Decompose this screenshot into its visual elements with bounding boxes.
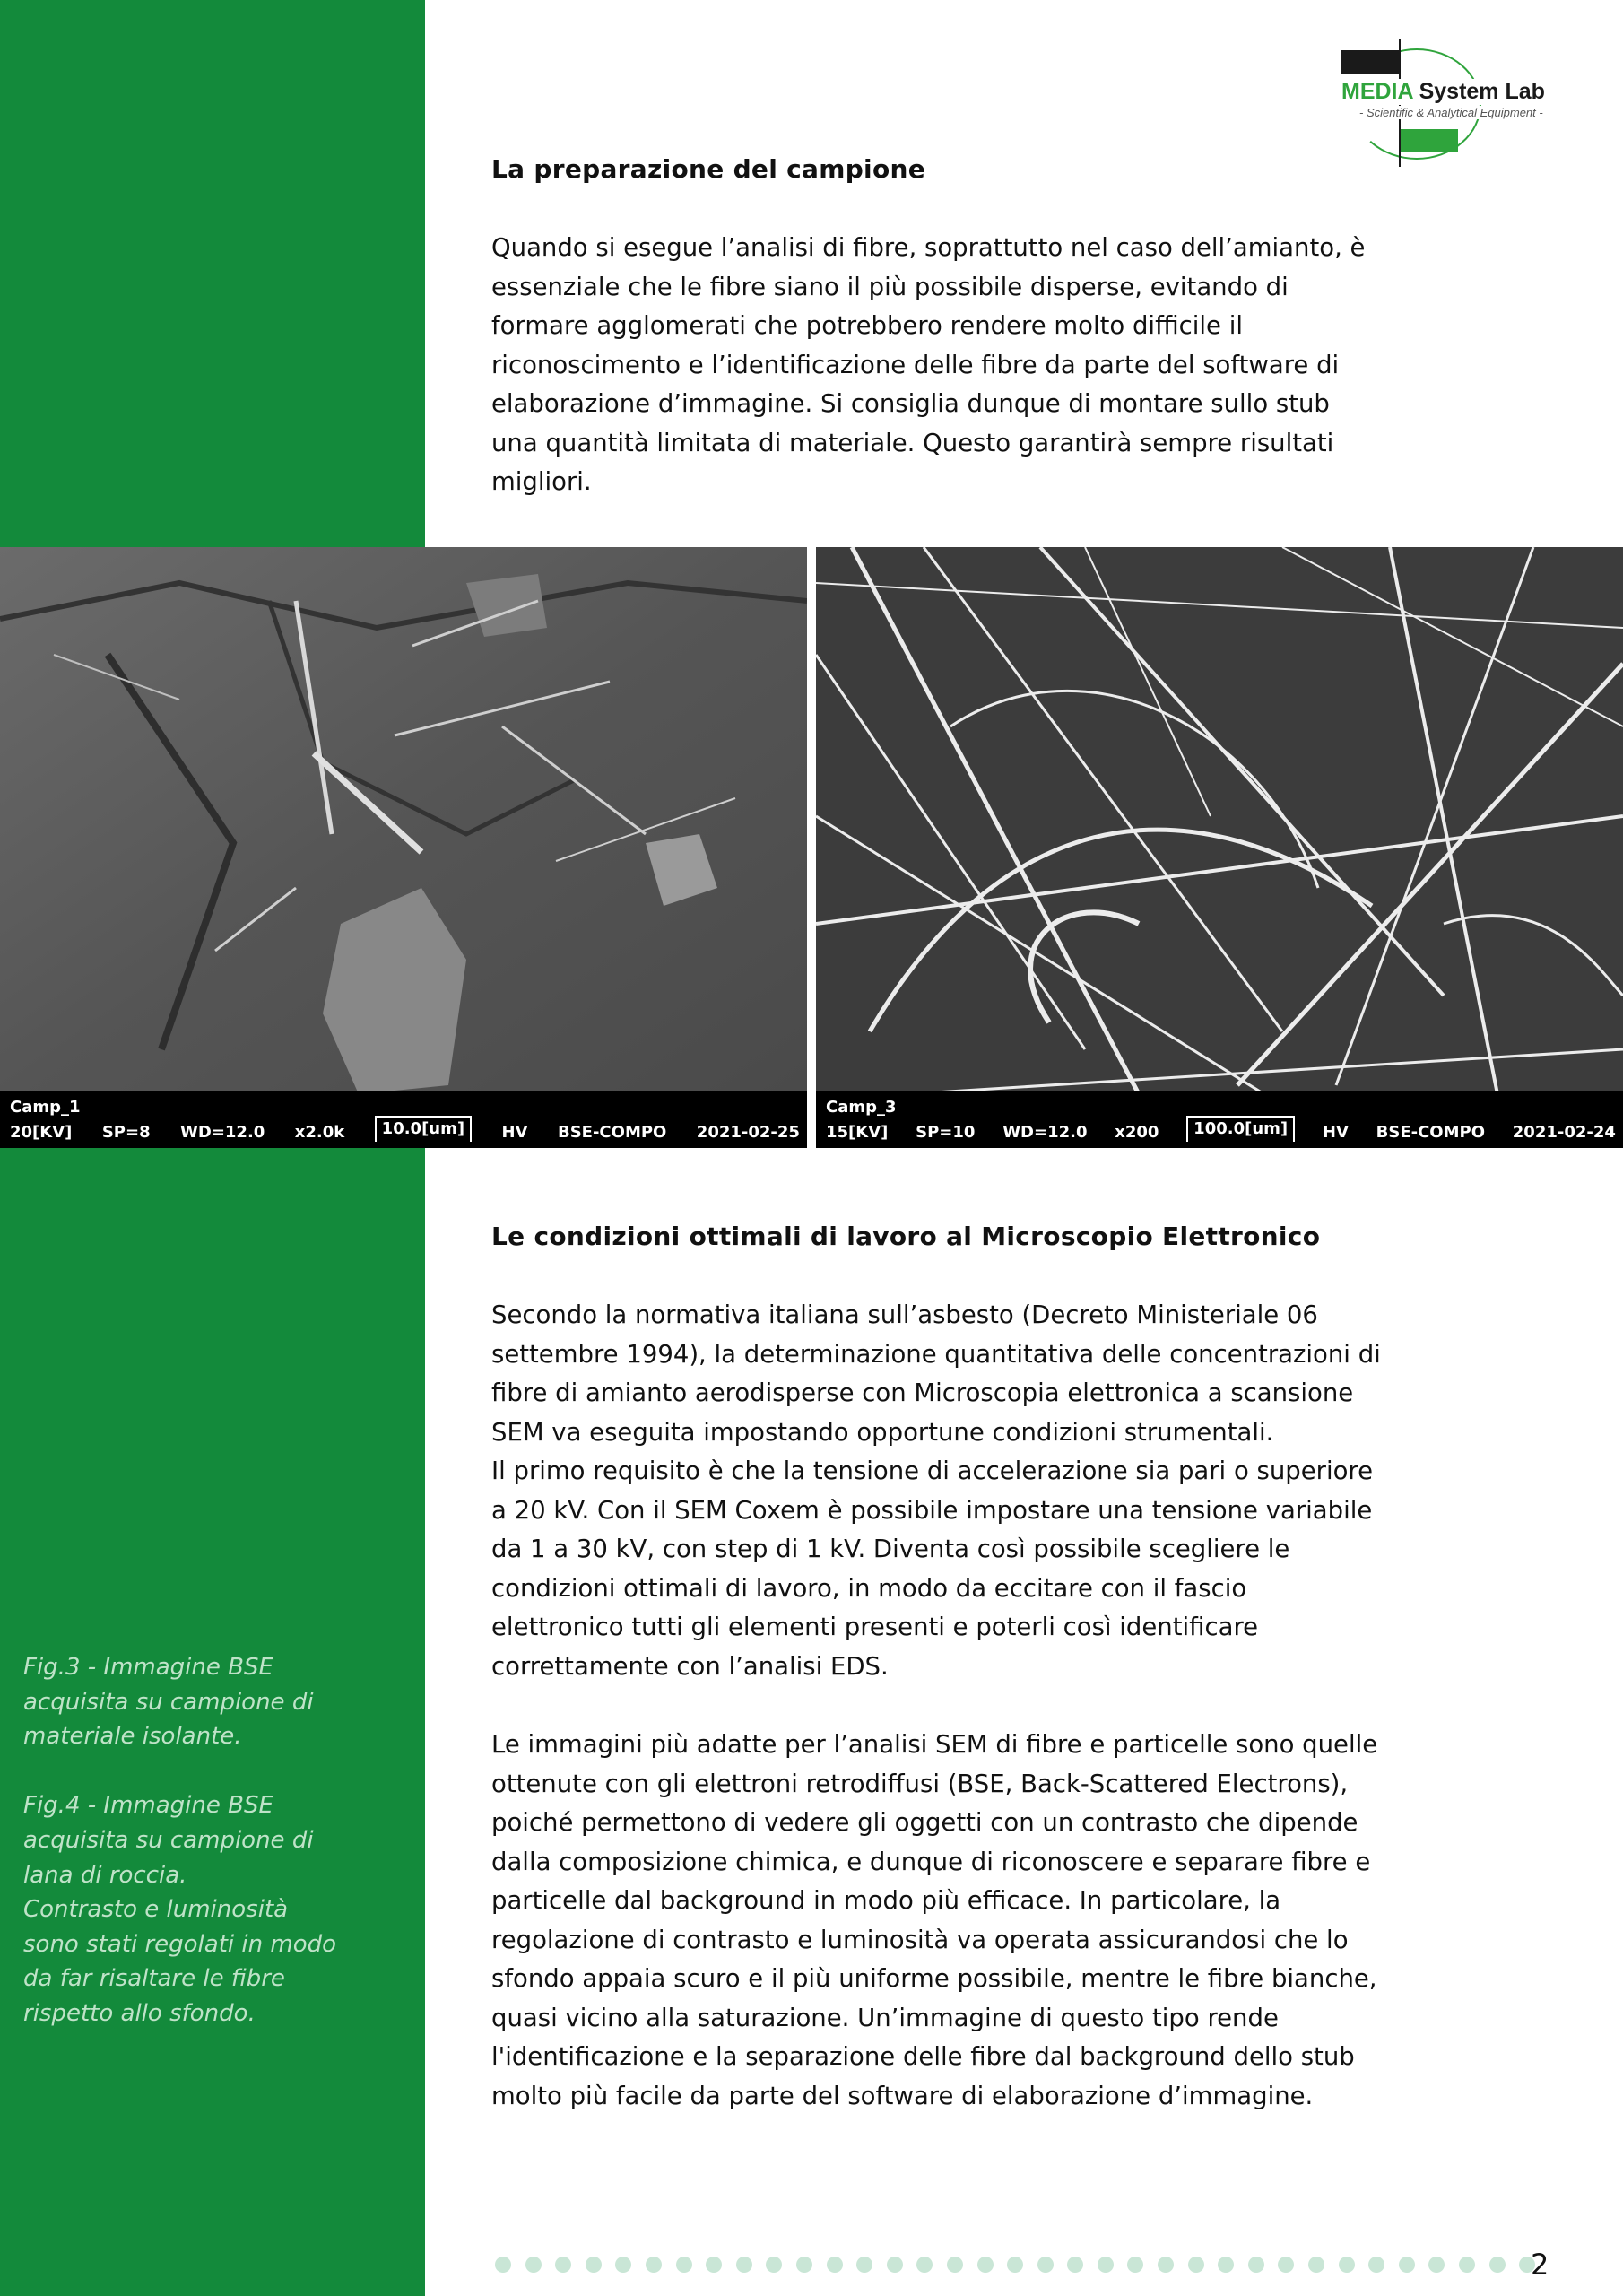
sem-databar-1 <box>0 1091 807 1148</box>
footer-dot <box>1007 2257 1023 2273</box>
footer-dot <box>1067 2257 1083 2273</box>
scale-bar-2: 100.0[um] <box>1186 1116 1295 1142</box>
footer-dot-line <box>495 2257 1549 2273</box>
section-body-preparation: Quando si esegue l’analisi di fibre, soprattutto nel caso dell’amianto, è essenziale che le fibre siano il più possibile disperse, evitando di formare agglomerati che potrebbero rendere molto difficile il riconoscimento e l’identificazione delle fibre da parte del software di elaborazione d’immagine. Si consiglia dunque di montare sullo stub una quantità limitata di materiale. Questo garantirà sempre risultati migliori. <box>491 233 1366 496</box>
footer-dot <box>796 2257 812 2273</box>
footer-dot <box>555 2257 571 2273</box>
footer-dot <box>1368 2257 1384 2273</box>
section-body-regulation: Secondo la normativa italiana sull’asbesto (Decreto Ministeriale 06 settembre 1994), la determinazione quantitativa delle concentrazioni di fibre di amianto aerodisperse con Microscopia elettronica a scansione SEM va eseguita impostando opportune condizioni strumentali. Il primo requisito è che la tensione di accelerazione sia pari o superiore a 20 kV. Con il SEM Coxem è possibile impostare una tensione variabile da 1 a 30 kV, con step di 1 kV. Diventa così possibile scegliere le condizioni ottimali di lavoro, in modo da eccitare con il fascio elettronico tutti gli elementi presenti e poterli così identificare correttamente con l’analisi EDS. <box>491 1300 1381 1681</box>
footer-dot <box>1127 2257 1143 2273</box>
scale-bar-1: 10.0[um] <box>375 1116 472 1142</box>
footer-dot <box>1158 2257 1174 2273</box>
footer-dot <box>1489 2257 1506 2273</box>
footer-dot <box>1218 2257 1234 2273</box>
logo-green-block <box>1401 129 1458 152</box>
footer-dot <box>1308 2257 1324 2273</box>
section-body-bse-images: Le immagini più adatte per l’analisi SEM di fibre e particelle sono quelle ottenute con gli elettroni retrodiffusi (BSE, Back-Scattered Electrons), poiché permettono di vedere gli oggetti con un contrasto che dipende dalla composizione chimica, e dunque di riconoscere e separare fibre e particelle dal background in modo più efficace. In particolare, la regolazione di contrasto e luminosità va operata assicurandosi che lo sfondo appaia scuro e il più uniforme possibile, mentre le fibre bianche, quasi vicino alla saturazione. Un’immagine di questo tipo rende l'identificazione e la separazione delle fibre dal background dello stub molto più facile da parte del software di elaborazione d’immagine. <box>491 1730 1378 2110</box>
logo-tagline: - Scientific & Analytical Equipment - <box>1359 106 1543 119</box>
sem-parameters-2: 15[KV] SP=10 WD=12.0 x200 100.0[um] HV BSE-COMPO 2021-02-24 <box>826 1123 1616 1142</box>
footer-dot <box>916 2257 933 2273</box>
company-logo <box>1336 36 1596 170</box>
footer-dot <box>646 2257 662 2273</box>
footer-dot <box>736 2257 752 2273</box>
figure-caption: Fig.3 - Immagine BSE acquisita su campione di materiale isolante. Fig.4 - Immagine BSE acquisita su campione di lana di roccia. Contrasto e luminosità sono stati regolati in modo da far risaltare le fibre rispetto allo sfondo. <box>23 1654 337 2027</box>
page-number: 2 <box>1531 2248 1549 2282</box>
footer-dot <box>1098 2257 1114 2273</box>
footer-dot <box>947 2257 963 2273</box>
green-sidebar-top <box>0 0 425 547</box>
footer-dot <box>766 2257 782 2273</box>
footer-dot <box>887 2257 903 2273</box>
footer-dot <box>856 2257 872 2273</box>
logo-black-block <box>1341 50 1399 74</box>
footer-dot <box>1188 2257 1204 2273</box>
sem-image-insulating-material <box>0 547 807 1148</box>
footer-dot <box>1278 2257 1294 2273</box>
footer-dot <box>586 2257 602 2273</box>
footer-dot <box>977 2257 994 2273</box>
sem-databar-2 <box>816 1091 1623 1148</box>
footer-dot <box>706 2257 722 2273</box>
footer-dot <box>615 2257 631 2273</box>
footer-dot <box>1248 2257 1264 2273</box>
logo-brand-name: MEDIA System Lab <box>1341 79 1549 105</box>
footer-dot <box>1459 2257 1475 2273</box>
sem-texture-2 <box>816 547 1623 1094</box>
sem-parameters-1: 20[KV] SP=8 WD=12.0 x2.0k 10.0[um] HV BSE-COMPO 2021-02-25 <box>10 1123 800 1142</box>
sem-texture-1 <box>0 547 807 1094</box>
footer-dot <box>1428 2257 1445 2273</box>
footer-dot <box>1399 2257 1415 2273</box>
footer-dot <box>676 2257 692 2273</box>
section-heading-preparation: La preparazione del campione <box>491 154 926 184</box>
sample-name-1: Camp_1 <box>10 1098 81 1117</box>
section-heading-working-conditions: Le condizioni ottimali di lavoro al Microscopio Elettronico <box>491 1222 1321 1251</box>
sample-name-2: Camp_3 <box>826 1098 897 1117</box>
sem-image-rock-wool <box>816 547 1623 1148</box>
footer-dot <box>495 2257 511 2273</box>
footer-dot <box>525 2257 542 2273</box>
footer-dot <box>827 2257 843 2273</box>
footer-dot <box>1037 2257 1054 2273</box>
footer-dot <box>1339 2257 1355 2273</box>
